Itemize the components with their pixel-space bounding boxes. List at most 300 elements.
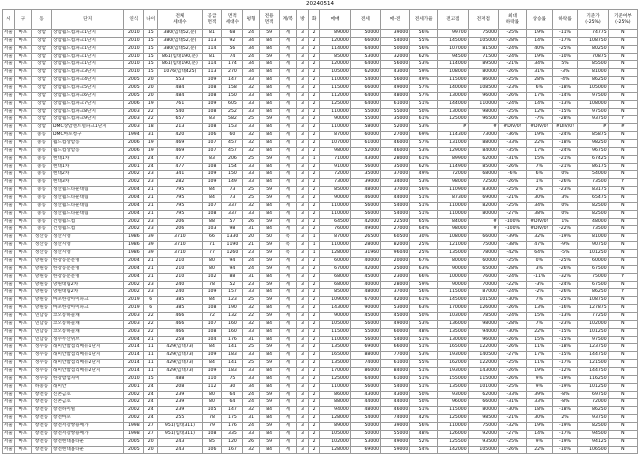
table-cell[interactable]: N <box>608 53 637 61</box>
table-cell[interactable]: 5% <box>552 61 578 69</box>
table-cell[interactable]: 466 <box>158 320 202 328</box>
table-cell[interactable]: 마포 <box>14 328 32 336</box>
table-cell[interactable]: 2 <box>308 171 320 179</box>
table-cell[interactable]: 창전동 <box>32 438 52 446</box>
table-cell[interactable]: 래미안 <box>52 383 124 391</box>
table-cell[interactable]: 6 <box>144 297 158 305</box>
table-cell[interactable]: 마포 <box>14 45 32 53</box>
table-cell[interactable]: 30% <box>526 195 552 203</box>
table-cell[interactable]: 마포 <box>14 85 32 93</box>
table-cell[interactable]: 상암 <box>32 30 52 38</box>
table-cell[interactable]: -21% <box>552 163 578 171</box>
table-cell[interactable]: 92 <box>222 37 243 45</box>
table-cell[interactable]: 154 <box>222 163 243 171</box>
table-cell[interactable]: 3 <box>297 312 309 320</box>
table-cell[interactable]: 3 <box>297 45 309 53</box>
table-cell[interactable]: 84 <box>259 179 279 187</box>
table-cell[interactable]: 19% <box>526 132 552 140</box>
table-cell[interactable]: 84 <box>259 108 279 116</box>
table-cell[interactable]: 66000 <box>381 344 410 352</box>
table-cell[interactable]: -24% <box>498 289 526 297</box>
table-cell[interactable]: -21% <box>498 195 526 203</box>
table-cell[interactable]: -25% <box>498 187 526 195</box>
table-cell[interactable]: N <box>608 438 637 446</box>
table-cell[interactable]: 84 <box>259 171 279 179</box>
table-cell[interactable]: 상암 <box>32 69 52 77</box>
table-cell[interactable]: 계 <box>279 61 297 69</box>
table-cell[interactable]: 56% <box>410 422 438 430</box>
table-cell[interactable]: 22 <box>144 116 158 124</box>
table-cell[interactable]: 48% <box>410 430 438 438</box>
table-cell[interactable]: 795 <box>158 202 202 210</box>
table-cell[interactable]: 540 <box>158 108 202 116</box>
table-cell[interactable]: 9% <box>526 383 552 391</box>
table-cell[interactable]: 85 <box>202 438 222 446</box>
table-cell[interactable]: 마포 <box>14 422 32 430</box>
table-cell[interactable]: DMC마포청구 <box>52 132 124 140</box>
table-cell[interactable]: 2 <box>308 415 320 423</box>
table-cell[interactable]: 현대1차 <box>52 163 124 171</box>
table-cell[interactable]: # <box>468 124 498 132</box>
table-cell[interactable]: 마포 <box>14 61 32 69</box>
table-cell[interactable]: 마포 <box>14 430 32 438</box>
table-cell[interactable]: 한강동문문명 <box>52 265 124 273</box>
table-cell[interactable]: 102000 <box>320 438 350 446</box>
table-cell[interactable]: 3% <box>526 265 552 273</box>
table-cell[interactable]: 59 <box>259 250 279 258</box>
table-cell[interactable]: 158 <box>222 85 243 93</box>
table-cell[interactable]: 마포 <box>14 155 32 163</box>
table-cell[interactable]: 84 <box>259 273 279 281</box>
table-cell[interactable]: 계 <box>279 85 297 93</box>
table-cell[interactable]: 105000 <box>468 446 498 454</box>
table-cell[interactable]: 243 <box>158 438 202 446</box>
table-cell[interactable]: 49000 <box>381 438 410 446</box>
table-cell[interactable]: 59 <box>259 281 279 289</box>
table-cell[interactable]: -26% <box>552 289 578 297</box>
table-cell[interactable]: 59 <box>259 242 279 250</box>
table-cell[interactable]: 32 <box>243 140 259 148</box>
table-cell[interactable]: 89000 <box>320 30 350 38</box>
table-cell[interactable]: 484 <box>158 92 202 100</box>
table-cell[interactable]: 84 <box>259 202 279 210</box>
table-cell[interactable]: 98000 <box>320 147 350 155</box>
table-cell[interactable]: 2002 <box>124 226 144 234</box>
table-cell[interactable]: 20 <box>144 92 158 100</box>
table-cell[interactable]: 61% <box>410 116 438 124</box>
column-header[interactable]: 기준여부 (-25%) <box>608 10 637 30</box>
table-cell[interactable]: 1994 <box>124 132 144 140</box>
table-cell[interactable]: 성수동 <box>32 344 52 352</box>
table-cell[interactable]: -15% <box>552 328 578 336</box>
table-cell[interactable]: 55000 <box>350 328 380 336</box>
table-cell[interactable]: 22% <box>526 446 552 454</box>
table-cell[interactable]: 계 <box>279 163 297 171</box>
table-cell[interactable]: 성수동 <box>32 360 52 368</box>
table-cell[interactable]: 서울 <box>3 116 15 124</box>
table-cell[interactable]: 1 <box>308 234 320 242</box>
table-cell[interactable]: 35000 <box>381 116 410 124</box>
table-cell[interactable]: 114000 <box>320 45 350 53</box>
table-cell[interactable]: 110000 <box>320 210 350 218</box>
table-cell[interactable]: 3 <box>297 399 309 407</box>
table-cell[interactable]: 37000 <box>381 289 410 297</box>
table-cell[interactable]: -19% <box>552 375 578 383</box>
table-cell[interactable]: 84000 <box>381 367 410 375</box>
table-cell[interactable]: 99700 <box>438 30 468 38</box>
table-cell[interactable]: 2003 <box>124 116 144 124</box>
table-cell[interactable]: 상암월드컵파크9단지 <box>52 116 124 124</box>
table-cell[interactable]: 67425 <box>578 155 608 163</box>
table-cell[interactable]: 53000 <box>350 438 380 446</box>
table-cell[interactable]: 34% <box>526 202 552 210</box>
column-header[interactable]: 전세 <box>350 10 380 30</box>
table-cell[interactable]: 24 <box>144 399 158 407</box>
table-cell[interactable]: -33% <box>498 391 526 399</box>
table-cell[interactable]: 73 <box>222 187 243 195</box>
table-cell[interactable]: 3 <box>297 171 309 179</box>
table-cell[interactable]: 109 <box>202 179 222 187</box>
table-cell[interactable]: 26500 <box>350 234 380 242</box>
table-cell[interactable]: 126000 <box>438 430 468 438</box>
table-cell[interactable]: 60000 <box>350 132 380 140</box>
table-cell[interactable]: 2 <box>308 438 320 446</box>
table-cell[interactable]: 45000 <box>350 312 380 320</box>
table-cell[interactable]: 951(임대311) <box>158 422 202 430</box>
table-cell[interactable]: 98000 <box>438 179 468 187</box>
table-cell[interactable]: N <box>608 69 637 77</box>
table-cell[interactable]: N <box>608 367 637 375</box>
table-cell[interactable]: 1076(임대425) <box>158 69 202 77</box>
table-cell[interactable]: 2002 <box>124 218 144 226</box>
table-cell[interactable]: 385 <box>158 305 202 313</box>
table-cell[interactable]: 계 <box>279 360 297 368</box>
table-cell[interactable]: -26% <box>498 305 526 313</box>
table-cell[interactable]: 239 <box>158 407 202 415</box>
table-cell[interactable]: 창전현대홈타운 <box>52 438 124 446</box>
table-cell[interactable]: 108 <box>202 430 222 438</box>
table-cell[interactable]: -24% <box>498 100 526 108</box>
table-cell[interactable]: 성수동 <box>32 375 52 383</box>
table-cell[interactable]: N <box>608 391 637 399</box>
table-cell[interactable]: 81 <box>202 53 222 61</box>
table-cell[interactable]: 계 <box>279 305 297 313</box>
table-cell[interactable]: 77 <box>202 250 222 258</box>
table-cell[interactable]: 23 <box>144 179 158 187</box>
table-cell[interactable]: 59% <box>410 69 438 77</box>
table-cell[interactable]: 59 <box>259 218 279 226</box>
table-cell[interactable]: 84 <box>202 187 222 195</box>
table-cell[interactable]: 성산동 <box>32 242 52 250</box>
column-header[interactable]: 시 <box>3 10 15 30</box>
table-cell[interactable]: 97500 <box>578 336 608 344</box>
table-cell[interactable]: 2 <box>308 100 320 108</box>
table-cell[interactable]: 87000 <box>320 132 350 140</box>
table-cell[interactable]: 계 <box>279 297 297 305</box>
table-cell[interactable]: 64500 <box>320 218 350 226</box>
table-cell[interactable]: 477 <box>158 163 202 171</box>
table-cell[interactable]: 51% <box>410 100 438 108</box>
table-cell[interactable]: 90750 <box>578 242 608 250</box>
table-cell[interactable]: -42% <box>498 250 526 258</box>
table-cell[interactable]: 래미안밤섬리베뉴1단지 <box>52 344 124 352</box>
table-cell[interactable]: 64000 <box>350 100 380 108</box>
table-cell[interactable]: 73000 <box>468 132 498 140</box>
table-cell[interactable]: 2 <box>308 45 320 53</box>
table-cell[interactable]: 3 <box>297 69 309 77</box>
table-cell[interactable]: 25 <box>243 360 259 368</box>
table-cell[interactable]: 3 <box>297 375 309 383</box>
table-cell[interactable]: N <box>608 320 637 328</box>
table-cell[interactable]: 125000 <box>320 100 350 108</box>
table-cell[interactable]: 68000 <box>320 273 350 281</box>
table-cell[interactable]: 2 <box>308 132 320 140</box>
table-cell[interactable]: 46000 <box>381 140 410 148</box>
table-cell[interactable]: 마포 <box>14 407 32 415</box>
table-cell[interactable]: 48% <box>410 328 438 336</box>
table-cell[interactable]: 2010 <box>124 53 144 61</box>
table-cell[interactable]: 24 <box>243 422 259 430</box>
table-cell[interactable]: 2004 <box>124 187 144 195</box>
table-cell[interactable]: 3 <box>297 367 309 375</box>
table-cell[interactable]: 상암월드컵파크1단지 <box>52 53 124 61</box>
table-cell[interactable]: 64000 <box>350 61 380 69</box>
table-cell[interactable]: 계 <box>279 53 297 61</box>
table-cell[interactable]: 66000 <box>468 234 498 242</box>
table-cell[interactable]: 2003 <box>124 108 144 116</box>
table-cell[interactable]: -13% <box>552 100 578 108</box>
table-cell[interactable]: 2005 <box>124 92 144 100</box>
table-cell[interactable]: 78500 <box>468 312 498 320</box>
table-cell[interactable]: 54% <box>410 446 438 454</box>
table-cell[interactable]: 80000 <box>468 210 498 218</box>
table-cell[interactable]: 2001 <box>124 155 144 163</box>
table-cell[interactable]: 창전현대홈타운 <box>52 446 124 454</box>
table-cell[interactable]: 108000 <box>578 100 608 108</box>
table-cell[interactable]: 477 <box>158 155 202 163</box>
table-cell[interactable]: 서울 <box>3 297 15 305</box>
table-cell[interactable]: 계 <box>279 195 297 203</box>
table-cell[interactable]: 상암 <box>32 37 52 45</box>
table-cell[interactable]: 2 <box>308 202 320 210</box>
table-cell[interactable]: 1986 <box>124 250 144 258</box>
table-cell[interactable]: 795 <box>158 187 202 195</box>
table-cell[interactable]: 130000 <box>438 108 468 116</box>
table-cell[interactable]: 9% <box>526 438 552 446</box>
table-cell[interactable]: 71 <box>202 242 222 250</box>
table-cell[interactable]: 108 <box>202 108 222 116</box>
column-header[interactable]: 전저점 <box>468 10 498 30</box>
table-cell[interactable]: 96750 <box>578 147 608 155</box>
table-cell[interactable]: 54000 <box>381 336 410 344</box>
table-cell[interactable]: N <box>608 37 637 45</box>
table-cell[interactable]: 115000 <box>438 289 468 297</box>
table-cell[interactable]: 상암월드컵파크1단지 <box>52 30 124 38</box>
table-cell[interactable]: 서울 <box>3 422 15 430</box>
table-cell[interactable]: 망원동 <box>32 289 52 297</box>
table-cell[interactable]: 94 <box>222 265 243 273</box>
column-header[interactable]: 연식 <box>124 10 144 30</box>
table-cell[interactable]: 112000 <box>320 92 350 100</box>
table-cell[interactable]: -26% <box>552 179 578 187</box>
table-cell[interactable]: 12% <box>526 108 552 116</box>
table-cell[interactable]: 계 <box>279 116 297 124</box>
table-cell[interactable]: N <box>608 375 637 383</box>
table-cell[interactable]: 110000 <box>468 100 498 108</box>
table-cell[interactable]: 7% <box>526 163 552 171</box>
table-cell[interactable]: 계 <box>279 210 297 218</box>
table-cell[interactable]: -21% <box>498 61 526 69</box>
table-cell[interactable]: 2 <box>308 179 320 187</box>
table-cell[interactable]: 2 <box>308 446 320 454</box>
table-cell[interactable]: N <box>608 100 637 108</box>
table-cell[interactable]: 망원동 <box>32 265 52 273</box>
table-cell[interactable]: 96000 <box>468 92 498 100</box>
table-cell[interactable]: 22% <box>526 140 552 148</box>
table-cell[interactable]: 13% <box>526 305 552 313</box>
table-cell[interactable]: 24 <box>144 383 158 391</box>
table-cell[interactable]: 23 <box>144 281 158 289</box>
table-cell[interactable]: 57% <box>410 85 438 93</box>
table-cell[interactable]: 2003 <box>124 328 144 336</box>
table-cell[interactable]: 87300 <box>438 195 468 203</box>
table-cell[interactable]: 서울 <box>3 100 15 108</box>
table-cell[interactable]: N <box>608 415 637 423</box>
table-cell[interactable]: 계 <box>279 179 297 187</box>
table-cell[interactable]: 55000 <box>350 116 380 124</box>
table-cell[interactable]: 52 <box>222 281 243 289</box>
table-cell[interactable]: 0% <box>552 210 578 218</box>
table-cell[interactable]: 44000 <box>381 195 410 203</box>
table-cell[interactable]: 60000 <box>468 257 498 265</box>
table-cell[interactable]: 24 <box>144 407 158 415</box>
table-cell[interactable]: -23% <box>552 320 578 328</box>
table-cell[interactable]: 33 <box>243 163 259 171</box>
table-cell[interactable]: 108750 <box>578 37 608 45</box>
table-cell[interactable]: 15 <box>144 30 158 38</box>
table-cell[interactable]: 73500 <box>578 226 608 234</box>
table-cell[interactable]: 35000 <box>381 163 410 171</box>
table-cell[interactable]: 135000 <box>438 383 468 391</box>
table-cell[interactable]: 55000 <box>381 430 410 438</box>
table-cell[interactable]: 서울 <box>3 446 15 454</box>
table-cell[interactable]: 21 <box>144 195 158 203</box>
column-header[interactable]: 전고점 <box>438 10 468 30</box>
table-cell[interactable]: 42000 <box>350 265 380 273</box>
table-cell[interactable]: 2002 <box>124 407 144 415</box>
table-cell[interactable]: -27% <box>498 210 526 218</box>
table-cell[interactable]: 61000 <box>350 140 380 148</box>
table-cell[interactable]: 마포 <box>14 312 32 320</box>
table-cell[interactable]: 마포 <box>14 297 32 305</box>
table-cell[interactable]: 130000 <box>438 336 468 344</box>
table-cell[interactable]: 39 <box>144 234 158 242</box>
table-cell[interactable]: 40% <box>526 45 552 53</box>
table-cell[interactable]: 84 <box>202 360 222 368</box>
table-cell[interactable]: 32% <box>526 234 552 242</box>
table-cell[interactable]: 60000 <box>578 257 608 265</box>
table-cell[interactable]: 계 <box>279 108 297 116</box>
table-cell[interactable]: 335 <box>222 430 243 438</box>
table-cell[interactable]: -8% <box>552 391 578 399</box>
table-cell[interactable]: 계 <box>279 140 297 148</box>
table-cell[interactable]: 65475 <box>578 195 608 203</box>
table-cell[interactable]: 3 <box>297 391 309 399</box>
table-cell[interactable]: 80000 <box>468 69 498 77</box>
table-cell[interactable]: 2019 <box>124 297 144 305</box>
table-cell[interactable]: -32% <box>552 273 578 281</box>
table-cell[interactable]: 성산시영 <box>52 242 124 250</box>
table-cell[interactable]: 서울 <box>3 281 15 289</box>
table-cell[interactable]: 하중동 <box>32 383 52 391</box>
table-cell[interactable]: -3% <box>526 281 552 289</box>
table-cell[interactable]: -30% <box>498 328 526 336</box>
table-cell[interactable]: -25% <box>498 257 526 265</box>
table-cell[interactable]: 중동 <box>32 132 52 140</box>
table-cell[interactable]: N <box>608 77 637 85</box>
table-cell[interactable]: 59 <box>259 265 279 273</box>
table-cell[interactable]: 14% <box>526 37 552 45</box>
table-cell[interactable]: 3 <box>297 250 309 258</box>
table-cell[interactable]: 20 <box>144 446 158 454</box>
table-cell[interactable]: N <box>608 171 637 179</box>
column-header[interactable]: 전용 면적 <box>259 10 279 30</box>
table-cell[interactable]: 56 <box>222 45 243 53</box>
table-cell[interactable]: 계 <box>279 45 297 53</box>
table-cell[interactable]: 중동 <box>32 218 52 226</box>
table-cell[interactable]: -15% <box>552 352 578 360</box>
table-cell[interactable]: 1190 <box>222 242 243 250</box>
table-cell[interactable]: 3 <box>297 265 309 273</box>
table-cell[interactable]: 중동 <box>32 140 52 148</box>
table-cell[interactable]: 76000 <box>320 226 350 234</box>
table-cell[interactable]: 50% <box>410 108 438 116</box>
table-cell[interactable]: N <box>608 328 637 336</box>
table-cell[interactable]: 2 <box>308 273 320 281</box>
table-cell[interactable]: 25 <box>243 297 259 305</box>
table-cell[interactable]: 계 <box>279 312 297 320</box>
table-cell[interactable]: 31 <box>243 273 259 281</box>
column-header[interactable]: 기준가 (-25%) <box>578 10 608 30</box>
table-cell[interactable]: -26% <box>498 92 526 100</box>
table-cell[interactable]: 55000 <box>381 108 410 116</box>
table-cell[interactable]: 서울 <box>3 383 15 391</box>
table-cell[interactable]: 21 <box>144 187 158 195</box>
table-cell[interactable]: 121500 <box>578 360 608 368</box>
table-cell[interactable]: 66000 <box>468 399 498 407</box>
table-cell[interactable]: 67000 <box>350 297 380 305</box>
table-cell[interactable]: 서울 <box>3 85 15 93</box>
table-cell[interactable]: 80 <box>202 391 222 399</box>
table-cell[interactable]: 108750 <box>578 297 608 305</box>
table-cell[interactable]: 2001 <box>124 163 144 171</box>
table-cell[interactable]: 50% <box>410 391 438 399</box>
table-cell[interactable]: -14% <box>552 92 578 100</box>
table-cell[interactable]: 24 <box>243 53 259 61</box>
table-cell[interactable]: 98000 <box>438 226 468 234</box>
table-cell[interactable]: 계 <box>279 92 297 100</box>
table-cell[interactable]: 128000 <box>320 415 350 423</box>
table-cell[interactable]: 120000 <box>320 37 350 45</box>
table-cell[interactable]: 84 <box>259 132 279 140</box>
table-cell[interactable]: 상암월드컵파크4단지 <box>52 77 124 85</box>
table-cell[interactable]: 109 <box>202 77 222 85</box>
table-cell[interactable]: 105000 <box>320 69 350 77</box>
table-cell[interactable]: 상암 <box>32 116 52 124</box>
table-cell[interactable]: 창전서강쌍용예가 <box>52 430 124 438</box>
table-cell[interactable]: 2006 <box>124 140 144 148</box>
table-cell[interactable]: 2 <box>308 116 320 124</box>
